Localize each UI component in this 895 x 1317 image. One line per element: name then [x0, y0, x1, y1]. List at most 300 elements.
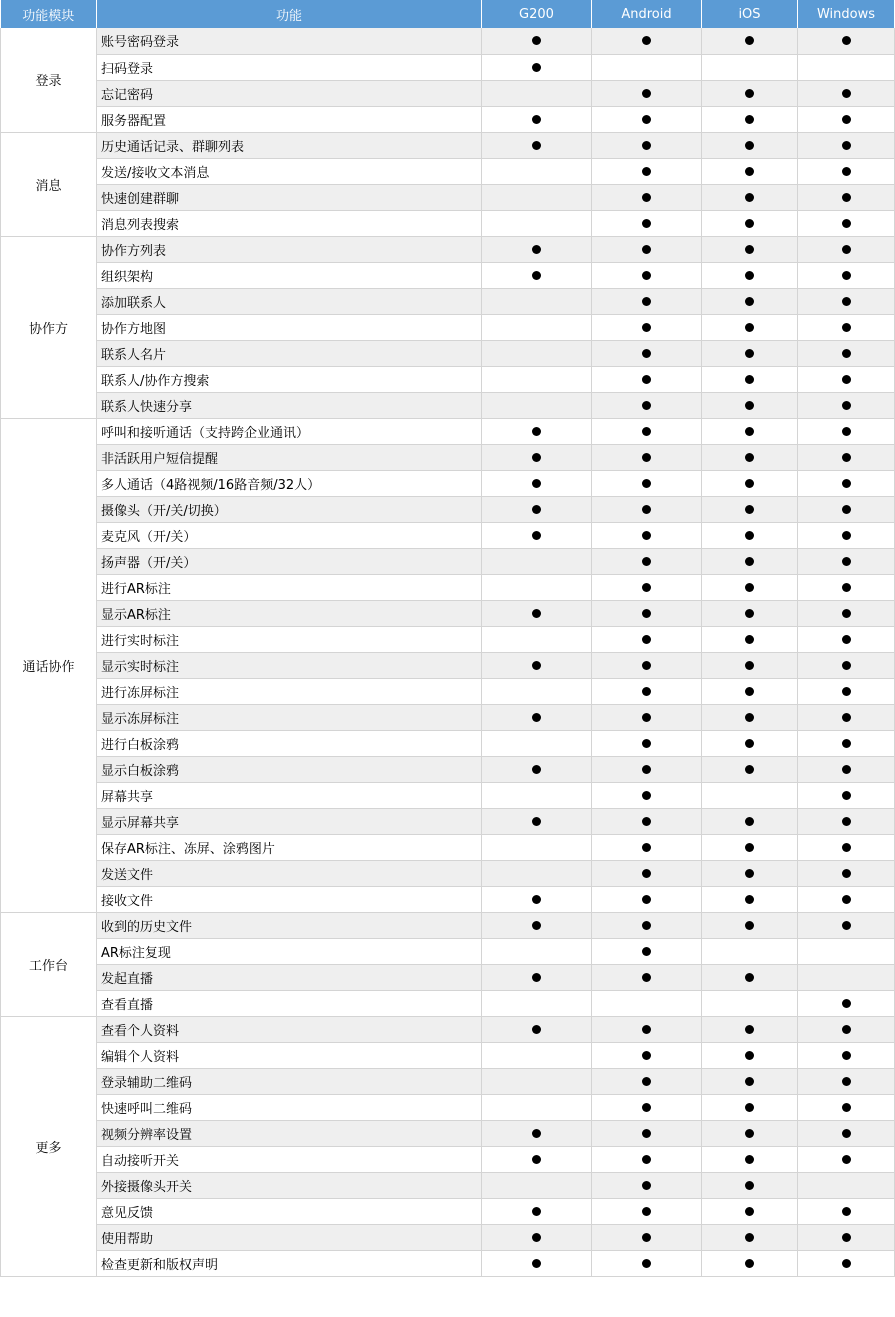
support-cell-windows: [798, 314, 895, 340]
supported-dot-icon: [842, 999, 851, 1008]
supported-dot-icon: [642, 167, 651, 176]
support-cell-android: [592, 496, 702, 522]
support-cell-g200: [482, 1172, 592, 1198]
feature-cell: 历史通话记录、群聊列表: [97, 132, 482, 158]
supported-dot-icon: [642, 973, 651, 982]
support-cell-ios: [702, 1120, 798, 1146]
support-cell-g200: [482, 678, 592, 704]
support-cell-android: [592, 704, 702, 730]
support-cell-g200: [482, 574, 592, 600]
support-cell-android: [592, 288, 702, 314]
table-row: [1, 314, 895, 340]
supported-dot-icon: [532, 36, 541, 45]
supported-dot-icon: [842, 635, 851, 644]
support-cell-windows: [798, 1094, 895, 1120]
supported-dot-icon: [842, 895, 851, 904]
support-cell-ios: [702, 1198, 798, 1224]
table-row: [1, 418, 895, 444]
table-row: [1, 392, 895, 418]
feature-cell: 显示屏幕共享: [97, 808, 482, 834]
support-cell-ios: [702, 522, 798, 548]
feature-cell: AR标注复现: [97, 938, 482, 964]
support-cell-android: [592, 886, 702, 912]
support-cell-android: [592, 236, 702, 262]
support-cell-ios: [702, 1250, 798, 1276]
table-row: [1, 470, 895, 496]
support-cell-ios: [702, 80, 798, 106]
supported-dot-icon: [745, 869, 754, 878]
supported-dot-icon: [842, 36, 851, 45]
table-row: [1, 132, 895, 158]
feature-cell: 麦克风（开/关）: [97, 522, 482, 548]
supported-dot-icon: [642, 193, 651, 202]
supported-dot-icon: [842, 193, 851, 202]
module-cell: 工作台: [1, 912, 97, 1016]
support-cell-g200: [482, 704, 592, 730]
module-cell: 协作方: [1, 236, 97, 418]
supported-dot-icon: [642, 245, 651, 254]
support-cell-ios: [702, 1146, 798, 1172]
supported-dot-icon: [842, 921, 851, 930]
supported-dot-icon: [532, 895, 541, 904]
support-cell-android: [592, 678, 702, 704]
support-cell-ios: [702, 574, 798, 600]
supported-dot-icon: [642, 115, 651, 124]
header-feature: 功能: [97, 0, 482, 28]
table-row: [1, 158, 895, 184]
table-row: [1, 1250, 895, 1276]
supported-dot-icon: [842, 843, 851, 852]
supported-dot-icon: [532, 479, 541, 488]
support-cell-ios: [702, 1224, 798, 1250]
table-row: [1, 366, 895, 392]
supported-dot-icon: [642, 219, 651, 228]
header-windows: Windows: [798, 0, 895, 28]
supported-dot-icon: [532, 1259, 541, 1268]
module-cell: 通话协作: [1, 418, 97, 912]
feature-cell: 收到的历史文件: [97, 912, 482, 938]
supported-dot-icon: [745, 921, 754, 930]
support-cell-android: [592, 808, 702, 834]
supported-dot-icon: [745, 1129, 754, 1138]
support-cell-android: [592, 1068, 702, 1094]
support-cell-android: [592, 314, 702, 340]
support-cell-ios: [702, 730, 798, 756]
supported-dot-icon: [642, 1077, 651, 1086]
support-cell-ios: [702, 470, 798, 496]
support-cell-windows: [798, 1068, 895, 1094]
support-cell-ios: [702, 1042, 798, 1068]
support-cell-windows: [798, 626, 895, 652]
supported-dot-icon: [642, 505, 651, 514]
support-cell-android: [592, 444, 702, 470]
supported-dot-icon: [642, 1051, 651, 1060]
supported-dot-icon: [745, 635, 754, 644]
support-cell-windows: [798, 106, 895, 132]
support-cell-android: [592, 990, 702, 1016]
support-cell-g200: [482, 1042, 592, 1068]
supported-dot-icon: [745, 167, 754, 176]
support-cell-g200: [482, 236, 592, 262]
supported-dot-icon: [642, 791, 651, 800]
supported-dot-icon: [745, 713, 754, 722]
supported-dot-icon: [842, 1259, 851, 1268]
supported-dot-icon: [745, 89, 754, 98]
supported-dot-icon: [842, 1025, 851, 1034]
feature-cell: 扬声器（开/关）: [97, 548, 482, 574]
support-cell-windows: [798, 522, 895, 548]
support-cell-g200: [482, 340, 592, 366]
support-cell-ios: [702, 938, 798, 964]
support-cell-g200: [482, 652, 592, 678]
supported-dot-icon: [532, 453, 541, 462]
feature-cell: 编辑个人资料: [97, 1042, 482, 1068]
supported-dot-icon: [745, 323, 754, 332]
feature-cell: 联系人/协作方搜索: [97, 366, 482, 392]
support-cell-android: [592, 1198, 702, 1224]
support-cell-ios: [702, 548, 798, 574]
supported-dot-icon: [532, 141, 541, 150]
support-cell-g200: [482, 1120, 592, 1146]
support-cell-windows: [798, 704, 895, 730]
support-cell-g200: [482, 54, 592, 80]
supported-dot-icon: [842, 89, 851, 98]
support-cell-ios: [702, 1016, 798, 1042]
support-cell-android: [592, 522, 702, 548]
support-cell-android: [592, 184, 702, 210]
table-row: [1, 184, 895, 210]
table-row: [1, 782, 895, 808]
support-cell-windows: [798, 1250, 895, 1276]
supported-dot-icon: [745, 1051, 754, 1060]
supported-dot-icon: [842, 115, 851, 124]
table-row: [1, 1224, 895, 1250]
support-cell-ios: [702, 418, 798, 444]
table-row: [1, 938, 895, 964]
table-row: [1, 730, 895, 756]
supported-dot-icon: [842, 271, 851, 280]
table-row: [1, 236, 895, 262]
supported-dot-icon: [842, 609, 851, 618]
supported-dot-icon: [745, 505, 754, 514]
support-cell-android: [592, 574, 702, 600]
supported-dot-icon: [532, 427, 541, 436]
feature-cell: 组织架构: [97, 262, 482, 288]
supported-dot-icon: [745, 531, 754, 540]
supported-dot-icon: [642, 817, 651, 826]
supported-dot-icon: [745, 1181, 754, 1190]
supported-dot-icon: [642, 1233, 651, 1242]
support-cell-android: [592, 340, 702, 366]
table-row: [1, 340, 895, 366]
header-row: [1, 0, 895, 28]
supported-dot-icon: [745, 297, 754, 306]
supported-dot-icon: [642, 583, 651, 592]
supported-dot-icon: [642, 687, 651, 696]
table-body: [1, 28, 895, 1276]
support-cell-ios: [702, 54, 798, 80]
supported-dot-icon: [745, 427, 754, 436]
support-cell-g200: [482, 262, 592, 288]
supported-dot-icon: [842, 1051, 851, 1060]
supported-dot-icon: [842, 401, 851, 410]
table-row: [1, 574, 895, 600]
table-row: [1, 860, 895, 886]
supported-dot-icon: [842, 1129, 851, 1138]
supported-dot-icon: [745, 453, 754, 462]
feature-cell: 服务器配置: [97, 106, 482, 132]
supported-dot-icon: [842, 323, 851, 332]
support-cell-g200: [482, 28, 592, 54]
support-cell-android: [592, 1250, 702, 1276]
supported-dot-icon: [532, 531, 541, 540]
support-cell-android: [592, 80, 702, 106]
support-cell-g200: [482, 912, 592, 938]
feature-cell: 协作方地图: [97, 314, 482, 340]
supported-dot-icon: [532, 713, 541, 722]
header-module: 功能模块: [1, 0, 97, 28]
table-row: [1, 886, 895, 912]
supported-dot-icon: [642, 713, 651, 722]
supported-dot-icon: [642, 869, 651, 878]
supported-dot-icon: [842, 817, 851, 826]
support-cell-ios: [702, 652, 798, 678]
support-cell-windows: [798, 600, 895, 626]
supported-dot-icon: [532, 63, 541, 72]
support-cell-android: [592, 1120, 702, 1146]
support-cell-g200: [482, 808, 592, 834]
support-cell-windows: [798, 1120, 895, 1146]
support-cell-g200: [482, 834, 592, 860]
supported-dot-icon: [642, 661, 651, 670]
support-cell-windows: [798, 54, 895, 80]
supported-dot-icon: [532, 973, 541, 982]
feature-cell: 检查更新和版权声明: [97, 1250, 482, 1276]
support-cell-g200: [482, 184, 592, 210]
support-cell-windows: [798, 80, 895, 106]
table-row: [1, 1068, 895, 1094]
table-row: [1, 262, 895, 288]
module-cell: 登录: [1, 28, 97, 132]
support-cell-windows: [798, 392, 895, 418]
support-cell-g200: [482, 132, 592, 158]
supported-dot-icon: [842, 531, 851, 540]
support-cell-ios: [702, 886, 798, 912]
support-cell-android: [592, 106, 702, 132]
feature-cell: 消息列表搜索: [97, 210, 482, 236]
supported-dot-icon: [642, 375, 651, 384]
support-cell-windows: [798, 652, 895, 678]
support-cell-ios: [702, 158, 798, 184]
supported-dot-icon: [642, 479, 651, 488]
supported-dot-icon: [745, 141, 754, 150]
supported-dot-icon: [642, 1181, 651, 1190]
feature-cell: 联系人快速分享: [97, 392, 482, 418]
table-row: [1, 808, 895, 834]
supported-dot-icon: [532, 765, 541, 774]
supported-dot-icon: [745, 817, 754, 826]
support-cell-android: [592, 652, 702, 678]
table-row: [1, 1198, 895, 1224]
support-cell-android: [592, 158, 702, 184]
support-cell-ios: [702, 392, 798, 418]
support-cell-windows: [798, 912, 895, 938]
feature-cell: 屏幕共享: [97, 782, 482, 808]
module-cell: 更多: [1, 1016, 97, 1276]
support-cell-windows: [798, 1042, 895, 1068]
support-cell-ios: [702, 704, 798, 730]
supported-dot-icon: [745, 1077, 754, 1086]
support-cell-g200: [482, 1068, 592, 1094]
feature-cell: 进行实时标注: [97, 626, 482, 652]
supported-dot-icon: [745, 661, 754, 670]
supported-dot-icon: [532, 661, 541, 670]
support-cell-ios: [702, 1068, 798, 1094]
supported-dot-icon: [745, 115, 754, 124]
support-cell-android: [592, 626, 702, 652]
supported-dot-icon: [745, 843, 754, 852]
supported-dot-icon: [745, 1025, 754, 1034]
feature-cell: 忘记密码: [97, 80, 482, 106]
support-cell-windows: [798, 340, 895, 366]
support-cell-android: [592, 834, 702, 860]
support-cell-android: [592, 418, 702, 444]
support-cell-android: [592, 1016, 702, 1042]
table-row: [1, 28, 895, 54]
table-row: [1, 288, 895, 314]
feature-cell: 联系人名片: [97, 340, 482, 366]
table-row: [1, 1094, 895, 1120]
table-row: [1, 1016, 895, 1042]
support-cell-android: [592, 912, 702, 938]
supported-dot-icon: [745, 219, 754, 228]
support-cell-windows: [798, 288, 895, 314]
support-cell-android: [592, 54, 702, 80]
supported-dot-icon: [745, 271, 754, 280]
supported-dot-icon: [642, 895, 651, 904]
supported-dot-icon: [532, 115, 541, 124]
supported-dot-icon: [745, 401, 754, 410]
support-cell-g200: [482, 1146, 592, 1172]
supported-dot-icon: [842, 297, 851, 306]
feature-cell: 呼叫和接听通话（支持跨企业通讯）: [97, 418, 482, 444]
feature-cell: 接收文件: [97, 886, 482, 912]
support-cell-ios: [702, 834, 798, 860]
supported-dot-icon: [532, 1025, 541, 1034]
support-cell-ios: [702, 912, 798, 938]
support-cell-windows: [798, 1224, 895, 1250]
supported-dot-icon: [842, 479, 851, 488]
supported-dot-icon: [842, 1155, 851, 1164]
supported-dot-icon: [642, 609, 651, 618]
supported-dot-icon: [842, 661, 851, 670]
support-cell-ios: [702, 210, 798, 236]
support-cell-g200: [482, 548, 592, 574]
support-cell-g200: [482, 158, 592, 184]
feature-cell: 意见反馈: [97, 1198, 482, 1224]
table-row: [1, 444, 895, 470]
support-cell-android: [592, 132, 702, 158]
table-row: [1, 990, 895, 1016]
table-row: [1, 834, 895, 860]
support-cell-windows: [798, 418, 895, 444]
feature-cell: 发送文件: [97, 860, 482, 886]
support-cell-android: [592, 1224, 702, 1250]
table-row: [1, 704, 895, 730]
supported-dot-icon: [745, 36, 754, 45]
support-cell-g200: [482, 1094, 592, 1120]
support-cell-ios: [702, 288, 798, 314]
supported-dot-icon: [745, 765, 754, 774]
supported-dot-icon: [842, 687, 851, 696]
supported-dot-icon: [642, 401, 651, 410]
support-cell-android: [592, 1042, 702, 1068]
support-cell-windows: [798, 756, 895, 782]
header-ios: iOS: [702, 0, 798, 28]
support-cell-windows: [798, 366, 895, 392]
supported-dot-icon: [642, 453, 651, 462]
support-cell-g200: [482, 964, 592, 990]
supported-dot-icon: [842, 583, 851, 592]
feature-cell: 非活跃用户短信提醒: [97, 444, 482, 470]
table-row: [1, 964, 895, 990]
support-cell-g200: [482, 1198, 592, 1224]
supported-dot-icon: [532, 1155, 541, 1164]
feature-cell: 扫码登录: [97, 54, 482, 80]
table-row: [1, 548, 895, 574]
feature-cell: 使用帮助: [97, 1224, 482, 1250]
support-cell-windows: [798, 808, 895, 834]
supported-dot-icon: [642, 297, 651, 306]
supported-dot-icon: [842, 219, 851, 228]
support-cell-windows: [798, 834, 895, 860]
supported-dot-icon: [642, 635, 651, 644]
support-cell-g200: [482, 860, 592, 886]
supported-dot-icon: [642, 843, 651, 852]
support-cell-windows: [798, 28, 895, 54]
supported-dot-icon: [745, 557, 754, 566]
feature-cell: 进行冻屏标注: [97, 678, 482, 704]
support-cell-android: [592, 210, 702, 236]
support-cell-ios: [702, 236, 798, 262]
table-row: [1, 1120, 895, 1146]
table-row: [1, 756, 895, 782]
support-cell-windows: [798, 444, 895, 470]
supported-dot-icon: [842, 557, 851, 566]
support-cell-android: [592, 938, 702, 964]
table-row: [1, 210, 895, 236]
support-cell-windows: [798, 990, 895, 1016]
table-row: [1, 678, 895, 704]
support-cell-g200: [482, 782, 592, 808]
table-row: [1, 1042, 895, 1068]
feature-cell: 摄像头（开/关/切换）: [97, 496, 482, 522]
support-cell-windows: [798, 132, 895, 158]
supported-dot-icon: [842, 245, 851, 254]
feature-cell: 显示实时标注: [97, 652, 482, 678]
supported-dot-icon: [642, 89, 651, 98]
feature-cell: 保存AR标注、冻屏、涂鸦图片: [97, 834, 482, 860]
supported-dot-icon: [745, 245, 754, 254]
supported-dot-icon: [642, 947, 651, 956]
support-cell-windows: [798, 470, 895, 496]
support-cell-windows: [798, 262, 895, 288]
support-cell-windows: [798, 210, 895, 236]
support-cell-ios: [702, 132, 798, 158]
support-cell-ios: [702, 990, 798, 1016]
support-cell-windows: [798, 938, 895, 964]
support-cell-ios: [702, 860, 798, 886]
